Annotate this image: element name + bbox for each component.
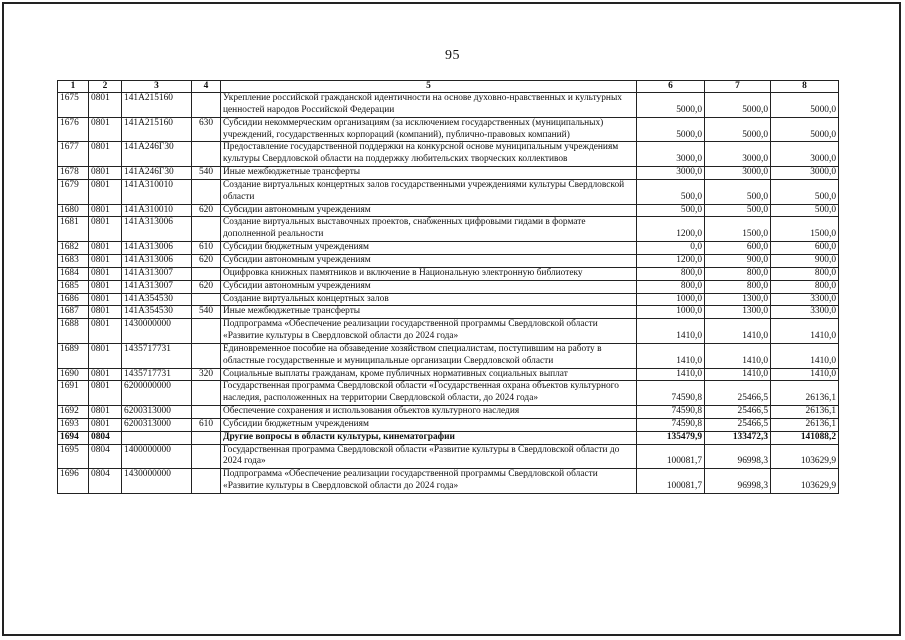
section-code-cell: 0801: [89, 293, 122, 306]
amount-col7-cell: 25466,5: [705, 406, 771, 419]
table-row: [58, 167, 839, 180]
row-number-cell: 1684: [58, 267, 89, 280]
table-row: [58, 306, 839, 319]
row-number-cell: 1685: [58, 280, 89, 293]
header-cell: 4: [192, 81, 221, 93]
row-number-cell: 1676: [58, 117, 89, 142]
table-row: [58, 93, 839, 118]
item-name-cell: Укрепление российской гражданской идентичности на основе духовно-нравственных и культурных ценностей народов Российской Федерации: [221, 93, 637, 118]
expense-type-cell: [192, 343, 221, 368]
amount-col7-cell: 96998,3: [705, 444, 771, 469]
section-code-cell: 0801: [89, 117, 122, 142]
row-number-cell: 1687: [58, 306, 89, 319]
section-code-cell: 0801: [89, 343, 122, 368]
table-row: [58, 254, 839, 267]
amount-col7-cell: 133472,3: [705, 431, 771, 444]
amount-col7-cell: 500,0: [705, 179, 771, 204]
expense-type-cell: 540: [192, 306, 221, 319]
amount-col6-cell: 5000,0: [637, 93, 705, 118]
amount-col6-cell: 3000,0: [637, 167, 705, 180]
amount-col8-cell: 3000,0: [771, 142, 839, 167]
table-row: [58, 469, 839, 494]
item-name-cell: Предоставление государственной поддержки на конкурсной основе муниципальным учреждениям культуры Свердловской области на поддержку любительских творческих коллективов: [221, 142, 637, 167]
item-name-cell: Субсидии бюджетным учреждениям: [221, 242, 637, 255]
amount-col6-cell: 74590,8: [637, 418, 705, 431]
expense-type-cell: 620: [192, 204, 221, 217]
amount-col6-cell: 135479,9: [637, 431, 705, 444]
table-row: [58, 319, 839, 344]
amount-col8-cell: 3000,0: [771, 167, 839, 180]
section-code-cell: 0801: [89, 167, 122, 180]
target-code-cell: 1435717731: [122, 368, 192, 381]
section-code-cell: 0801: [89, 418, 122, 431]
amount-col8-cell: 1410,0: [771, 343, 839, 368]
table-row: [58, 204, 839, 217]
amount-col7-cell: 1300,0: [705, 306, 771, 319]
amount-col6-cell: 800,0: [637, 267, 705, 280]
section-code-cell: 0801: [89, 93, 122, 118]
expense-type-cell: 610: [192, 418, 221, 431]
expense-type-cell: [192, 93, 221, 118]
target-code-cell: 141A354530: [122, 293, 192, 306]
row-number-cell: 1689: [58, 343, 89, 368]
expense-type-cell: 620: [192, 254, 221, 267]
section-code-cell: 0801: [89, 242, 122, 255]
table-row: [58, 368, 839, 381]
amount-col6-cell: 74590,8: [637, 406, 705, 419]
section-code-cell: 0801: [89, 179, 122, 204]
row-number-cell: 1688: [58, 319, 89, 344]
section-code-cell: 0801: [89, 204, 122, 217]
item-name-cell: Подпрограмма «Обеспечение реализации государственной программы Свердловской области «Развитие культуры в Свердловской области до 2024 года»: [221, 319, 637, 344]
target-code-cell: 141A313007: [122, 267, 192, 280]
target-code-cell: 141A310010: [122, 204, 192, 217]
header-cell: 6: [637, 81, 705, 93]
section-code-cell: 0801: [89, 406, 122, 419]
target-code-cell: [122, 431, 192, 444]
table-body: [58, 93, 839, 494]
table-row: [58, 343, 839, 368]
row-number-cell: 1686: [58, 293, 89, 306]
amount-col6-cell: 1000,0: [637, 306, 705, 319]
row-number-cell: 1677: [58, 142, 89, 167]
section-code-cell: 0801: [89, 254, 122, 267]
header-cell: 7: [705, 81, 771, 93]
table-row: [58, 293, 839, 306]
amount-col6-cell: 100081,7: [637, 444, 705, 469]
item-name-cell: Другие вопросы в области культуры, кинематографии: [221, 431, 637, 444]
row-number-cell: 1693: [58, 418, 89, 431]
amount-col8-cell: 103629,9: [771, 469, 839, 494]
amount-col8-cell: 500,0: [771, 204, 839, 217]
table-row: [58, 217, 839, 242]
expense-type-cell: [192, 406, 221, 419]
item-name-cell: Единовременное пособие на обзаведение хозяйством специалистам, поступившим на работу в областные государственные и муниципальные организации Свердловской области: [221, 343, 637, 368]
amount-col8-cell: 800,0: [771, 280, 839, 293]
table-row: [58, 418, 839, 431]
section-code-cell: 0801: [89, 381, 122, 406]
amount-col6-cell: 1410,0: [637, 343, 705, 368]
row-number-cell: 1679: [58, 179, 89, 204]
amount-col6-cell: 74590,8: [637, 381, 705, 406]
target-code-cell: 1430000000: [122, 469, 192, 494]
item-name-cell: Обеспечение сохранения и использования объектов культурного наследия: [221, 406, 637, 419]
item-name-cell: Субсидии бюджетным учреждениям: [221, 418, 637, 431]
item-name-cell: Иные межбюджетные трансферты: [221, 306, 637, 319]
target-code-cell: 141A215160: [122, 117, 192, 142]
section-code-cell: 0801: [89, 306, 122, 319]
item-name-cell: Иные межбюджетные трансферты: [221, 167, 637, 180]
header-cell: 5: [221, 81, 637, 93]
item-name-cell: Оцифровка книжных памятников и включение в Национальную электронную библиотеку: [221, 267, 637, 280]
section-code-cell: 0804: [89, 431, 122, 444]
target-code-cell: 141A354530: [122, 306, 192, 319]
target-code-cell: 1430000000: [122, 319, 192, 344]
target-code-cell: 141A313007: [122, 280, 192, 293]
amount-col8-cell: 26136,1: [771, 381, 839, 406]
amount-col7-cell: 96998,3: [705, 469, 771, 494]
item-name-cell: Социальные выплаты гражданам, кроме публичных нормативных социальных выплат: [221, 368, 637, 381]
target-code-cell: 6200313000: [122, 418, 192, 431]
amount-col8-cell: 26136,1: [771, 406, 839, 419]
expense-type-cell: 320: [192, 368, 221, 381]
amount-col8-cell: 3300,0: [771, 306, 839, 319]
expense-type-cell: [192, 469, 221, 494]
amount-col8-cell: 900,0: [771, 254, 839, 267]
expense-type-cell: [192, 217, 221, 242]
item-name-cell: Создание виртуальных концертных залов: [221, 293, 637, 306]
amount-col7-cell: 5000,0: [705, 93, 771, 118]
section-code-cell: 0801: [89, 368, 122, 381]
expense-type-cell: [192, 431, 221, 444]
item-name-cell: Субсидии некоммерческим организациям (за исключением государственных (муниципальных) учреждений, государственных корпораций (компаний), публично-правовых компаний): [221, 117, 637, 142]
expense-type-cell: 610: [192, 242, 221, 255]
table-row: [58, 431, 839, 444]
row-number-cell: 1691: [58, 381, 89, 406]
amount-col6-cell: 500,0: [637, 179, 705, 204]
item-name-cell: Субсидии автономным учреждениям: [221, 204, 637, 217]
amount-col8-cell: 3300,0: [771, 293, 839, 306]
section-code-cell: 0801: [89, 267, 122, 280]
amount-col7-cell: 1300,0: [705, 293, 771, 306]
table-row: [58, 381, 839, 406]
expense-type-cell: [192, 179, 221, 204]
target-code-cell: 6200000000: [122, 381, 192, 406]
table-row: [58, 117, 839, 142]
target-code-cell: 6200313000: [122, 406, 192, 419]
section-code-cell: 0801: [89, 319, 122, 344]
item-name-cell: Создание виртуальных концертных залов государственными учреждениями культуры Свердловской области: [221, 179, 637, 204]
amount-col7-cell: 3000,0: [705, 167, 771, 180]
target-code-cell: 141A246Г30: [122, 167, 192, 180]
target-code-cell: 1400000000: [122, 444, 192, 469]
amount-col7-cell: 25466,5: [705, 418, 771, 431]
section-code-cell: 0801: [89, 280, 122, 293]
section-code-cell: 0801: [89, 217, 122, 242]
item-name-cell: Подпрограмма «Обеспечение реализации государственной программы Свердловской области «Развитие культуры в Свердловской области до 2024 года»: [221, 469, 637, 494]
expense-type-cell: 620: [192, 280, 221, 293]
row-number-cell: 1690: [58, 368, 89, 381]
item-name-cell: Создание виртуальных выставочных проектов, снабженных цифровыми гидами в формате дополненной реальности: [221, 217, 637, 242]
amount-col8-cell: 103629,9: [771, 444, 839, 469]
amount-col7-cell: 1500,0: [705, 217, 771, 242]
amount-col8-cell: 26136,1: [771, 418, 839, 431]
header-cell: 3: [122, 81, 192, 93]
amount-col6-cell: 0,0: [637, 242, 705, 255]
budget-table: [57, 80, 839, 494]
amount-col6-cell: 3000,0: [637, 142, 705, 167]
amount-col7-cell: 800,0: [705, 280, 771, 293]
amount-col6-cell: 1410,0: [637, 368, 705, 381]
row-number-cell: 1692: [58, 406, 89, 419]
amount-col8-cell: 1410,0: [771, 319, 839, 344]
row-number-cell: 1680: [58, 204, 89, 217]
page-number: 95: [445, 48, 460, 63]
header-cell: 2: [89, 81, 122, 93]
target-code-cell: 141A313006: [122, 254, 192, 267]
amount-col6-cell: 1200,0: [637, 217, 705, 242]
amount-col6-cell: 100081,7: [637, 469, 705, 494]
amount-col8-cell: 800,0: [771, 267, 839, 280]
header-cell: 8: [771, 81, 839, 93]
amount-col8-cell: 5000,0: [771, 93, 839, 118]
amount-col7-cell: 800,0: [705, 267, 771, 280]
target-code-cell: 141A313006: [122, 217, 192, 242]
row-number-cell: 1682: [58, 242, 89, 255]
expense-type-cell: [192, 319, 221, 344]
row-number-cell: 1683: [58, 254, 89, 267]
target-code-cell: 141A310010: [122, 179, 192, 204]
target-code-cell: 141A246Г30: [122, 142, 192, 167]
amount-col6-cell: 500,0: [637, 204, 705, 217]
amount-col7-cell: 1410,0: [705, 319, 771, 344]
amount-col7-cell: 500,0: [705, 204, 771, 217]
target-code-cell: 141A215160: [122, 93, 192, 118]
table-row: [58, 142, 839, 167]
amount-col7-cell: 900,0: [705, 254, 771, 267]
row-number-cell: 1694: [58, 431, 89, 444]
section-code-cell: 0801: [89, 142, 122, 167]
section-code-cell: 0804: [89, 444, 122, 469]
amount-col8-cell: 600,0: [771, 242, 839, 255]
amount-col7-cell: 3000,0: [705, 142, 771, 167]
header-row: [58, 81, 839, 93]
item-name-cell: Субсидии автономным учреждениям: [221, 254, 637, 267]
expense-type-cell: [192, 142, 221, 167]
amount-col6-cell: 1410,0: [637, 319, 705, 344]
item-name-cell: Субсидии автономным учреждениям: [221, 280, 637, 293]
item-name-cell: Государственная программа Свердловской области «Развитие культуры в Свердловской области до 2024 года»: [221, 444, 637, 469]
amount-col7-cell: 1410,0: [705, 343, 771, 368]
table-row: [58, 280, 839, 293]
expense-type-cell: 630: [192, 117, 221, 142]
section-code-cell: 0804: [89, 469, 122, 494]
expense-type-cell: [192, 381, 221, 406]
row-number-cell: 1675: [58, 93, 89, 118]
table-row: [58, 267, 839, 280]
row-number-cell: 1696: [58, 469, 89, 494]
row-number-cell: 1681: [58, 217, 89, 242]
target-code-cell: 141A313006: [122, 242, 192, 255]
row-number-cell: 1695: [58, 444, 89, 469]
expense-type-cell: [192, 267, 221, 280]
amount-col6-cell: 1200,0: [637, 254, 705, 267]
amount-col6-cell: 1000,0: [637, 293, 705, 306]
item-name-cell: Государственная программа Свердловской области «Государственная охрана объектов культурного наследия, расположенных на территории Свердловской области, до 2024 года»: [221, 381, 637, 406]
table-row: [58, 242, 839, 255]
amount-col8-cell: 5000,0: [771, 117, 839, 142]
target-code-cell: 1435717731: [122, 343, 192, 368]
amount-col8-cell: 141088,2: [771, 431, 839, 444]
expense-type-cell: [192, 293, 221, 306]
amount-col7-cell: 600,0: [705, 242, 771, 255]
amount-col7-cell: 1410,0: [705, 368, 771, 381]
expense-type-cell: [192, 444, 221, 469]
amount-col7-cell: 25466,5: [705, 381, 771, 406]
table-row: [58, 406, 839, 419]
table-row: [58, 179, 839, 204]
expense-type-cell: 540: [192, 167, 221, 180]
amount-col6-cell: 800,0: [637, 280, 705, 293]
amount-col8-cell: 1500,0: [771, 217, 839, 242]
header-cell: 1: [58, 81, 89, 93]
amount-col6-cell: 5000,0: [637, 117, 705, 142]
amount-col8-cell: 1410,0: [771, 368, 839, 381]
amount-col7-cell: 5000,0: [705, 117, 771, 142]
row-number-cell: 1678: [58, 167, 89, 180]
table-row: [58, 444, 839, 469]
amount-col8-cell: 500,0: [771, 179, 839, 204]
